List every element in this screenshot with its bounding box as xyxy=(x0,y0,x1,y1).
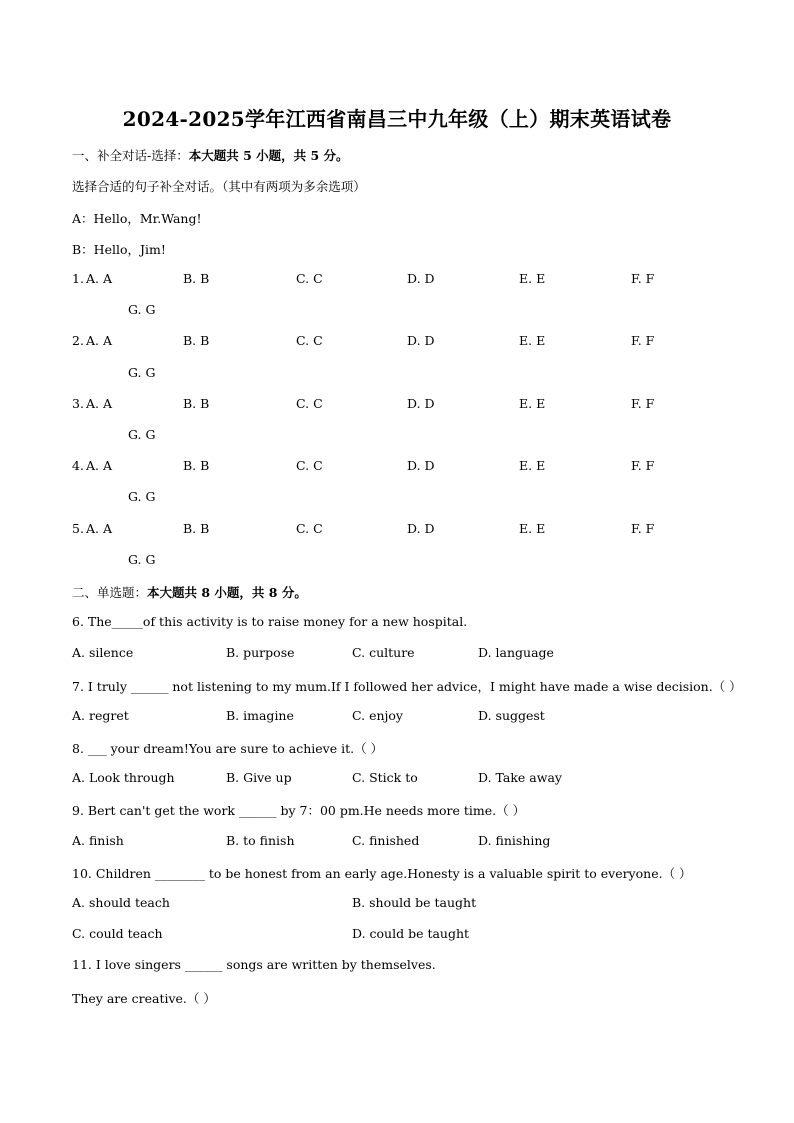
option-b[interactable]: B. B xyxy=(183,271,210,286)
section-description: 本大题共 5 小题，共 5 分。 xyxy=(188,148,349,163)
option-b[interactable]: B. B xyxy=(183,458,210,473)
question-11-stem: 11. I love singers ______ songs are written by themselves. xyxy=(72,957,436,972)
option-d[interactable]: D. finishing xyxy=(478,833,551,848)
section-description: 本大题共 8 小题，共 8 分。 xyxy=(147,585,307,600)
dialogue-line-a: A：Hello，Mr.Wang! xyxy=(72,211,202,226)
section-heading-2 xyxy=(72,583,307,601)
option-a[interactable]: A. A xyxy=(86,458,113,473)
question-11-line-2: They are creative.（ ） xyxy=(72,991,216,1006)
option-e[interactable]: E. E xyxy=(519,333,546,348)
option-g[interactable]: G. G xyxy=(128,489,156,504)
option-c[interactable]: C. C xyxy=(296,271,323,286)
option-c[interactable]: C. Stick to xyxy=(352,770,418,785)
option-a[interactable]: A. A xyxy=(86,333,113,348)
option-e[interactable]: E. E xyxy=(519,271,546,286)
option-a[interactable]: A. Look through xyxy=(72,770,175,785)
question-number: 4. xyxy=(72,458,84,473)
option-c[interactable]: C. C xyxy=(296,333,323,348)
question-number: 5. xyxy=(72,521,84,536)
option-b[interactable]: B. B xyxy=(183,333,210,348)
question-8-stem: 8. ___ your dream!You are sure to achieve it.（ ） xyxy=(72,741,384,756)
question-number: 3. xyxy=(72,396,84,411)
option-g[interactable]: G. G xyxy=(128,365,156,380)
option-d[interactable]: D. language xyxy=(478,645,554,660)
question-10-stem: 10. Children ________ to be honest from an early age.Honesty is a valuable spirit to everyone.（ ） xyxy=(72,866,692,881)
option-d[interactable]: D. Take away xyxy=(478,770,562,785)
option-g[interactable]: G. G xyxy=(128,552,156,567)
dialogue-line-b: B：Hello，Jim! xyxy=(72,242,166,257)
question-6-stem: 6. The_____of this activity is to raise money for a new hospital. xyxy=(72,614,468,629)
option-f[interactable]: F. F xyxy=(631,521,655,536)
option-a[interactable]: A. finish xyxy=(72,833,124,848)
option-a[interactable]: A. regret xyxy=(72,708,129,723)
option-b[interactable]: B. imagine xyxy=(226,708,294,723)
option-d[interactable]: D. D xyxy=(407,521,435,536)
option-f[interactable]: F. F xyxy=(631,333,655,348)
option-b[interactable]: B. to finish xyxy=(226,833,295,848)
option-b[interactable]: B. B xyxy=(183,521,210,536)
option-f[interactable]: F. F xyxy=(631,271,655,286)
option-d[interactable]: D. could be taught xyxy=(352,926,470,941)
option-g[interactable]: G. G xyxy=(128,302,156,317)
option-d[interactable]: D. D xyxy=(407,458,435,473)
option-e[interactable]: E. E xyxy=(519,521,546,536)
option-a[interactable]: A. A xyxy=(86,521,113,536)
question-9-stem: 9. Bert can't get the work ______ by 7：00 pm.He needs more time.（ ） xyxy=(72,803,526,818)
option-d[interactable]: D. D xyxy=(407,271,435,286)
question-7-stem: 7. I truly ______ not listening to my mum.If I followed her advice，I might have made a wise decision.（ ） xyxy=(72,679,742,694)
page-title: 2024-2025学年江西省南昌三中九年级（上）期末英语试卷 xyxy=(122,107,672,131)
option-b[interactable]: B. B xyxy=(183,396,210,411)
option-d[interactable]: D. suggest xyxy=(478,708,545,723)
question-number: 2. xyxy=(72,333,84,348)
option-f[interactable]: F. F xyxy=(631,458,655,473)
option-e[interactable]: E. E xyxy=(519,396,546,411)
option-c[interactable]: C. could teach xyxy=(72,926,163,941)
option-a[interactable]: A. should teach xyxy=(72,895,170,910)
instruction-text: 选择合适的句子补全对话。（其中有两项为多余选项） xyxy=(72,179,366,194)
section-number-label: 二、单选题： xyxy=(72,585,148,600)
option-g[interactable]: G. G xyxy=(128,427,156,442)
option-b[interactable]: B. should be taught xyxy=(352,895,477,910)
option-c[interactable]: C. C xyxy=(296,396,323,411)
option-f[interactable]: F. F xyxy=(631,396,655,411)
option-d[interactable]: D. D xyxy=(407,333,435,348)
option-c[interactable]: C. culture xyxy=(352,645,415,660)
option-a[interactable]: A. A xyxy=(86,271,113,286)
option-e[interactable]: E. E xyxy=(519,458,546,473)
option-c[interactable]: C. C xyxy=(296,521,323,536)
option-c[interactable]: C. C xyxy=(296,458,323,473)
question-number: 1. xyxy=(72,271,84,286)
section-heading-1 xyxy=(72,146,349,164)
option-d[interactable]: D. D xyxy=(407,396,435,411)
section-number-label: 一、补全对话-选择： xyxy=(72,148,189,163)
option-c[interactable]: C. finished xyxy=(352,833,420,848)
option-a[interactable]: A. A xyxy=(86,396,113,411)
option-b[interactable]: B. Give up xyxy=(226,770,292,785)
option-b[interactable]: B. purpose xyxy=(226,645,295,660)
option-a[interactable]: A. silence xyxy=(72,645,134,660)
option-c[interactable]: C. enjoy xyxy=(352,708,403,723)
